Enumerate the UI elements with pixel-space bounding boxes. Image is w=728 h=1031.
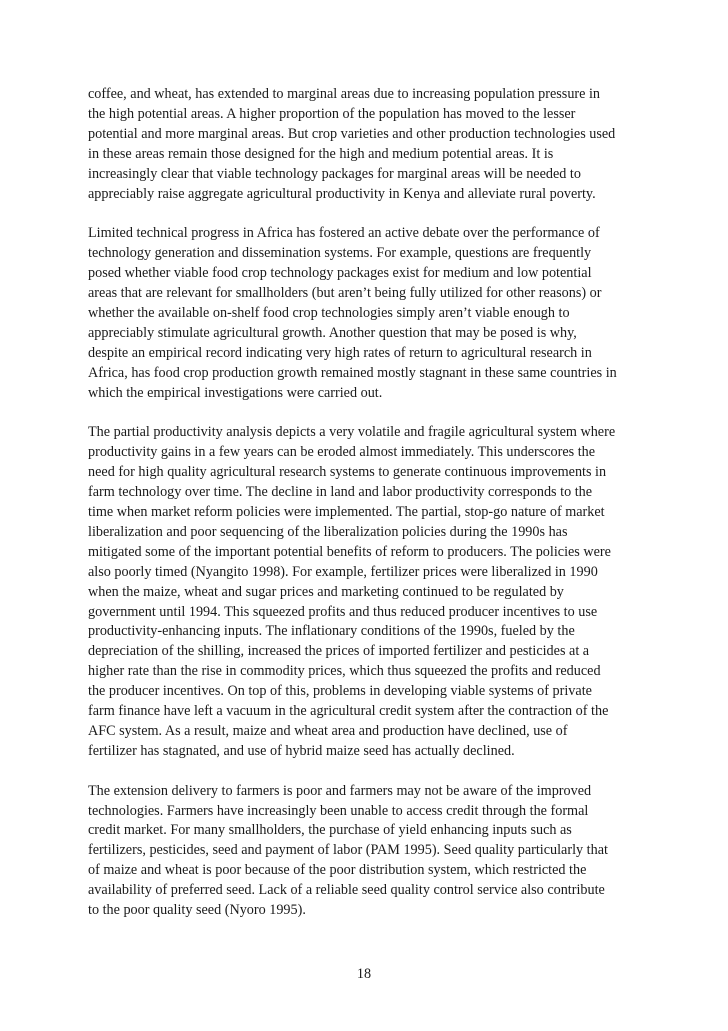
text-line: credit market. For many smallholders, the purchase of yield enhancing inputs such as (88, 822, 572, 839)
text-line: appreciably stimulate agricultural growth. Another question that may be posed is why, (88, 324, 577, 341)
text-line: which the empirical investigations were carried out. (88, 384, 383, 401)
text-line: technology generation and dissemination systems. For example, questions are frequently (88, 245, 592, 262)
text-line: productivity gains in a few years can be eroded almost immediately. This underscores the (88, 444, 596, 461)
text-line: despite an empirical record indicating very high rates of return to agricultural research in (88, 344, 592, 361)
text-line: the producer incentives. On top of this, problems in developing viable systems of private (88, 683, 592, 700)
text-line: farm finance have left a vacuum in the agricultural credit system after the contraction of the (88, 703, 609, 720)
text-line: potential and more marginal areas. But crop varieties and other production technologies used (88, 125, 616, 142)
text-line: depreciation of the shilling, increased the prices of imported fertilizer and pesticides at a (88, 643, 590, 660)
text-line: increasingly clear that viable technology packages for marginal areas will be needed to (88, 165, 581, 182)
text-line: of maize and wheat is poor because of the poor distribution system, which restricted the (88, 862, 587, 879)
text-line: farm technology over time. The decline in land and labor productivity corresponds to the (88, 484, 593, 501)
text-line: appreciably raise aggregate agricultural productivity in Kenya and alleviate rural poverty. (88, 185, 596, 202)
text-line: mitigated some of the important potential benefits of reform to producers. The policies were (88, 543, 611, 560)
page-number: 18 (356, 966, 372, 982)
text-line: the high potential areas. A higher proportion of the population has moved to the lesser (88, 105, 576, 122)
text-line: Africa, has food crop production growth remained mostly stagnant in these same countries in (88, 364, 617, 381)
text-line: when the maize, wheat and sugar prices and marketing continued to be regulated by (88, 583, 564, 600)
text-line: AFC system. As a result, maize and wheat area and production have declined, use of (88, 722, 568, 739)
text-line: Limited technical progress in Africa has fostered an active debate over the performance of (88, 225, 600, 242)
text-line: to the poor quality seed (Nyoro 1995). (88, 902, 306, 919)
text-line: in these areas remain those designed for the high and medium potential areas. It is (88, 145, 554, 162)
text-line: availability of preferred seed. Lack of a reliable seed quality control service also contribute (88, 882, 605, 899)
body-text (88, 85, 644, 941)
text-line: government until 1994. This squeezed profits and thus reduced producer incentives to use (88, 603, 598, 620)
text-line: The extension delivery to farmers is poor and farmers may not be aware of the improved (88, 782, 592, 799)
text-line: also poorly timed (Nyangito 1998). For example, fertilizer prices were liberalized in 1990 (88, 563, 598, 580)
text-line: technologies. Farmers have increasingly been unable to access credit through the formal (88, 802, 589, 819)
paragraph-2 (88, 224, 644, 403)
text-line: fertilizers, pesticides, seed and payment of labor (PAM 1995). Seed quality particularly that (88, 842, 608, 859)
text-line: coffee, and wheat, has extended to marginal areas due to increasing population pressure in (88, 86, 601, 102)
text-line: time when market reform policies were implemented. The partial, stop-go nature of market (88, 504, 605, 520)
paragraph-4 (88, 782, 644, 921)
paragraph-1 (88, 85, 644, 204)
text-line: need for high quality agricultural research systems to generate continuous improvements in (88, 464, 607, 481)
text-line: whether the available on-shelf food crop technologies simply aren’t viable enough to (88, 304, 570, 321)
paragraph-3 (88, 423, 644, 761)
text-line: higher rate than the rise in commodity prices, which thus squeezed the profits and reduced (88, 663, 601, 680)
text-line: fertilizer has stagnated, and use of hybrid maize seed has actually declined. (88, 742, 515, 759)
text-line: posed whether viable food crop technology packages exist for medium and low potential (88, 265, 592, 282)
text-line: productivity-enhancing inputs. The inflationary conditions of the 1990s, fueled by the (88, 623, 575, 640)
text-line: areas that are relevant for smallholders (but aren’t being fully utilized for other reasons) or (88, 285, 602, 302)
text-line: The partial productivity analysis depicts a very volatile and fragile agricultural system where (88, 424, 616, 441)
text-line: liberalization and poor sequencing of the liberalization policies during the 1990s has (88, 523, 568, 540)
